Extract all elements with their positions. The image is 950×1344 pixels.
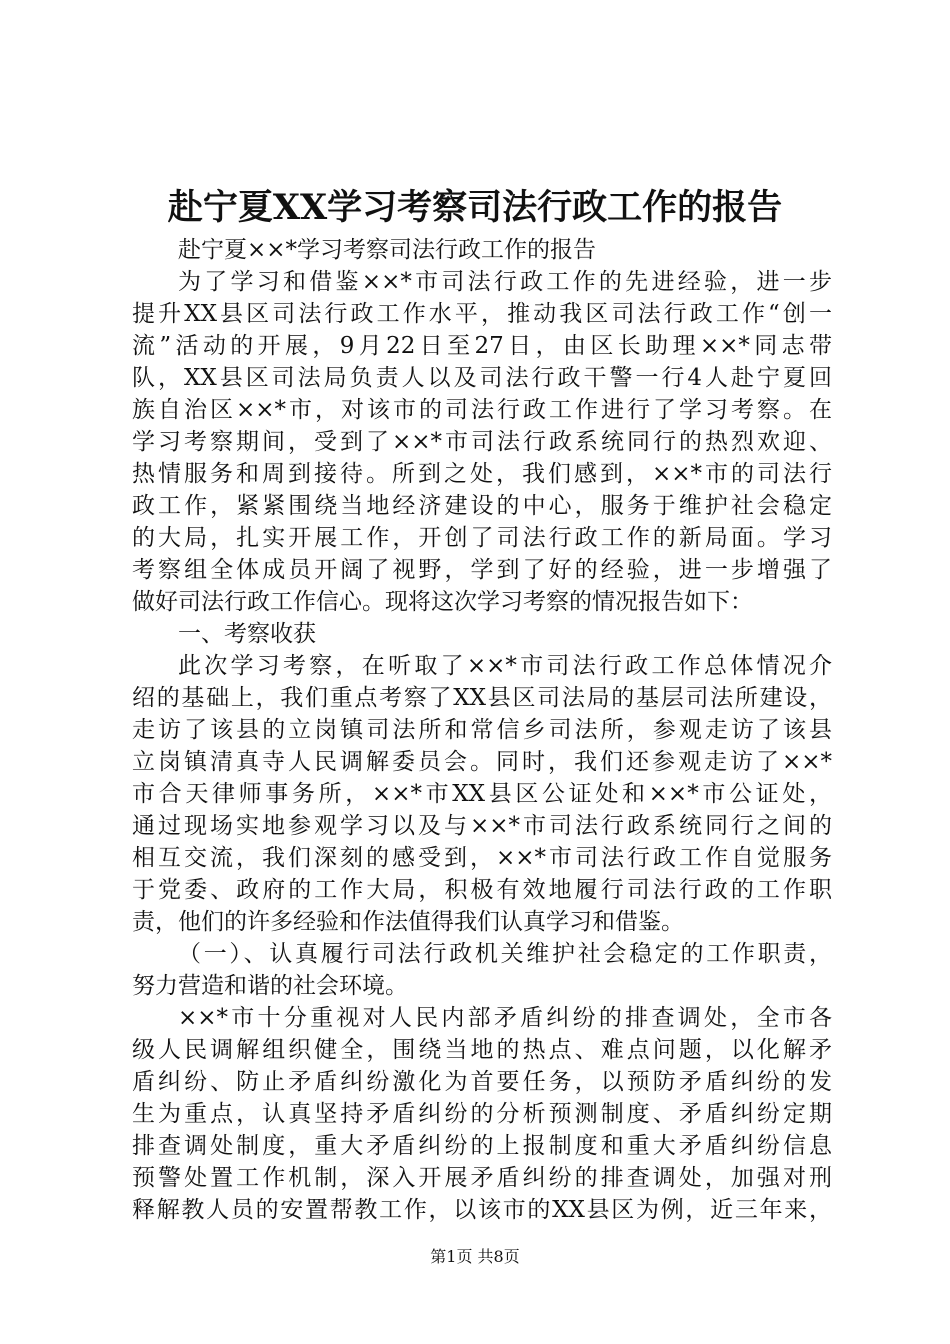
text-line: 政工作，紧紧围绕当地经济建设的中心，服务于维护社会稳定	[132, 493, 832, 519]
text-line: 流”活动的开展，9月22日至27日，由区长助理××*同志带	[132, 333, 832, 359]
text-line: 生为重点，认真坚持矛盾纠纷的分析预测制度、矛盾纠纷定期	[132, 1101, 832, 1127]
text-line: 努力营造和谐的社会环境。	[132, 973, 408, 999]
document-title: 赴宁夏XX学习考察司法行政工作的报告	[167, 187, 783, 228]
text-line: 此次学习考察，在听取了××*市司法行政工作总体情况介	[178, 653, 832, 679]
text-line: 盾纠纷、防止矛盾纠纷激化为首要任务，以预防矛盾纠纷的发	[132, 1069, 832, 1095]
page-footer: 第1页 共8页	[430, 1247, 520, 1266]
text-line: 做好司法行政工作信心。现将这次学习考察的情况报告如下：	[132, 589, 753, 615]
text-line: 热情服务和周到接待。所到之处，我们感到，××*市的司法行	[132, 461, 832, 487]
text-line: 于党委、政府的工作大局，积极有效地履行司法行政的工作职	[132, 877, 832, 903]
text-line: 级人民调解组织健全，围绕当地的热点、难点问题，以化解矛	[132, 1037, 832, 1063]
text-line: 排查调处制度，重大矛盾纠纷的上报制度和重大矛盾纠纷信息	[132, 1133, 832, 1159]
text-line: 队，XX县区司法局负责人以及司法行政干警一行4人赴宁夏回	[132, 365, 832, 391]
text-line: 绍的基础上，我们重点考察了XX县区司法局的基层司法所建设，	[132, 685, 832, 711]
document-body	[132, 234, 832, 1226]
text-line: 走访了该县的立岗镇司法所和常信乡司法所，参观走访了该县	[132, 717, 832, 743]
text-line: 为了学习和借鉴××*市司法行政工作的先进经验，进一步	[178, 269, 832, 295]
text-line: 通过现场实地参观学习以及与××*市司法行政系统同行之间的	[132, 813, 832, 839]
text-line: 一、考察收获	[178, 621, 316, 647]
text-line: 释解教人员的安置帮教工作，以该市的XX县区为例，近三年来，	[132, 1197, 832, 1223]
text-line: 族自治区××*市，对该市的司法行政工作进行了学习考察。在	[132, 397, 832, 423]
text-line: 的大局，扎实开展工作，开创了司法行政工作的新局面。学习	[132, 525, 832, 551]
text-line: ××*市十分重视对人民内部矛盾纠纷的排查调处，全市各	[178, 1005, 832, 1031]
text-line: 学习考察期间，受到了××*市司法行政系统同行的热烈欢迎、	[132, 429, 832, 455]
text-line: 预警处置工作机制，深入开展矛盾纠纷的排查调处，加强对刑	[132, 1165, 832, 1191]
text-line: 提升XX县区司法行政工作水平，推动我区司法行政工作“创一	[132, 301, 832, 327]
text-line: 责，他们的许多经验和作法值得我们认真学习和借鉴。	[132, 909, 684, 935]
text-line: 相互交流，我们深刻的感受到，××*市司法行政工作自觉服务	[132, 845, 832, 871]
text-line: 考察组全体成员开阔了视野，学到了好的经验，进一步增强了	[132, 557, 832, 583]
text-line: （一）、认真履行司法行政机关维护社会稳定的工作职责，	[178, 941, 832, 967]
text-line: 市合天律师事务所，××*市XX县区公证处和××*市公证处，	[132, 781, 832, 807]
text-line: 赴宁夏××*学习考察司法行政工作的报告	[178, 237, 597, 263]
text-line: 立岗镇清真寺人民调解委员会。同时，我们还参观走访了××*	[132, 749, 832, 775]
